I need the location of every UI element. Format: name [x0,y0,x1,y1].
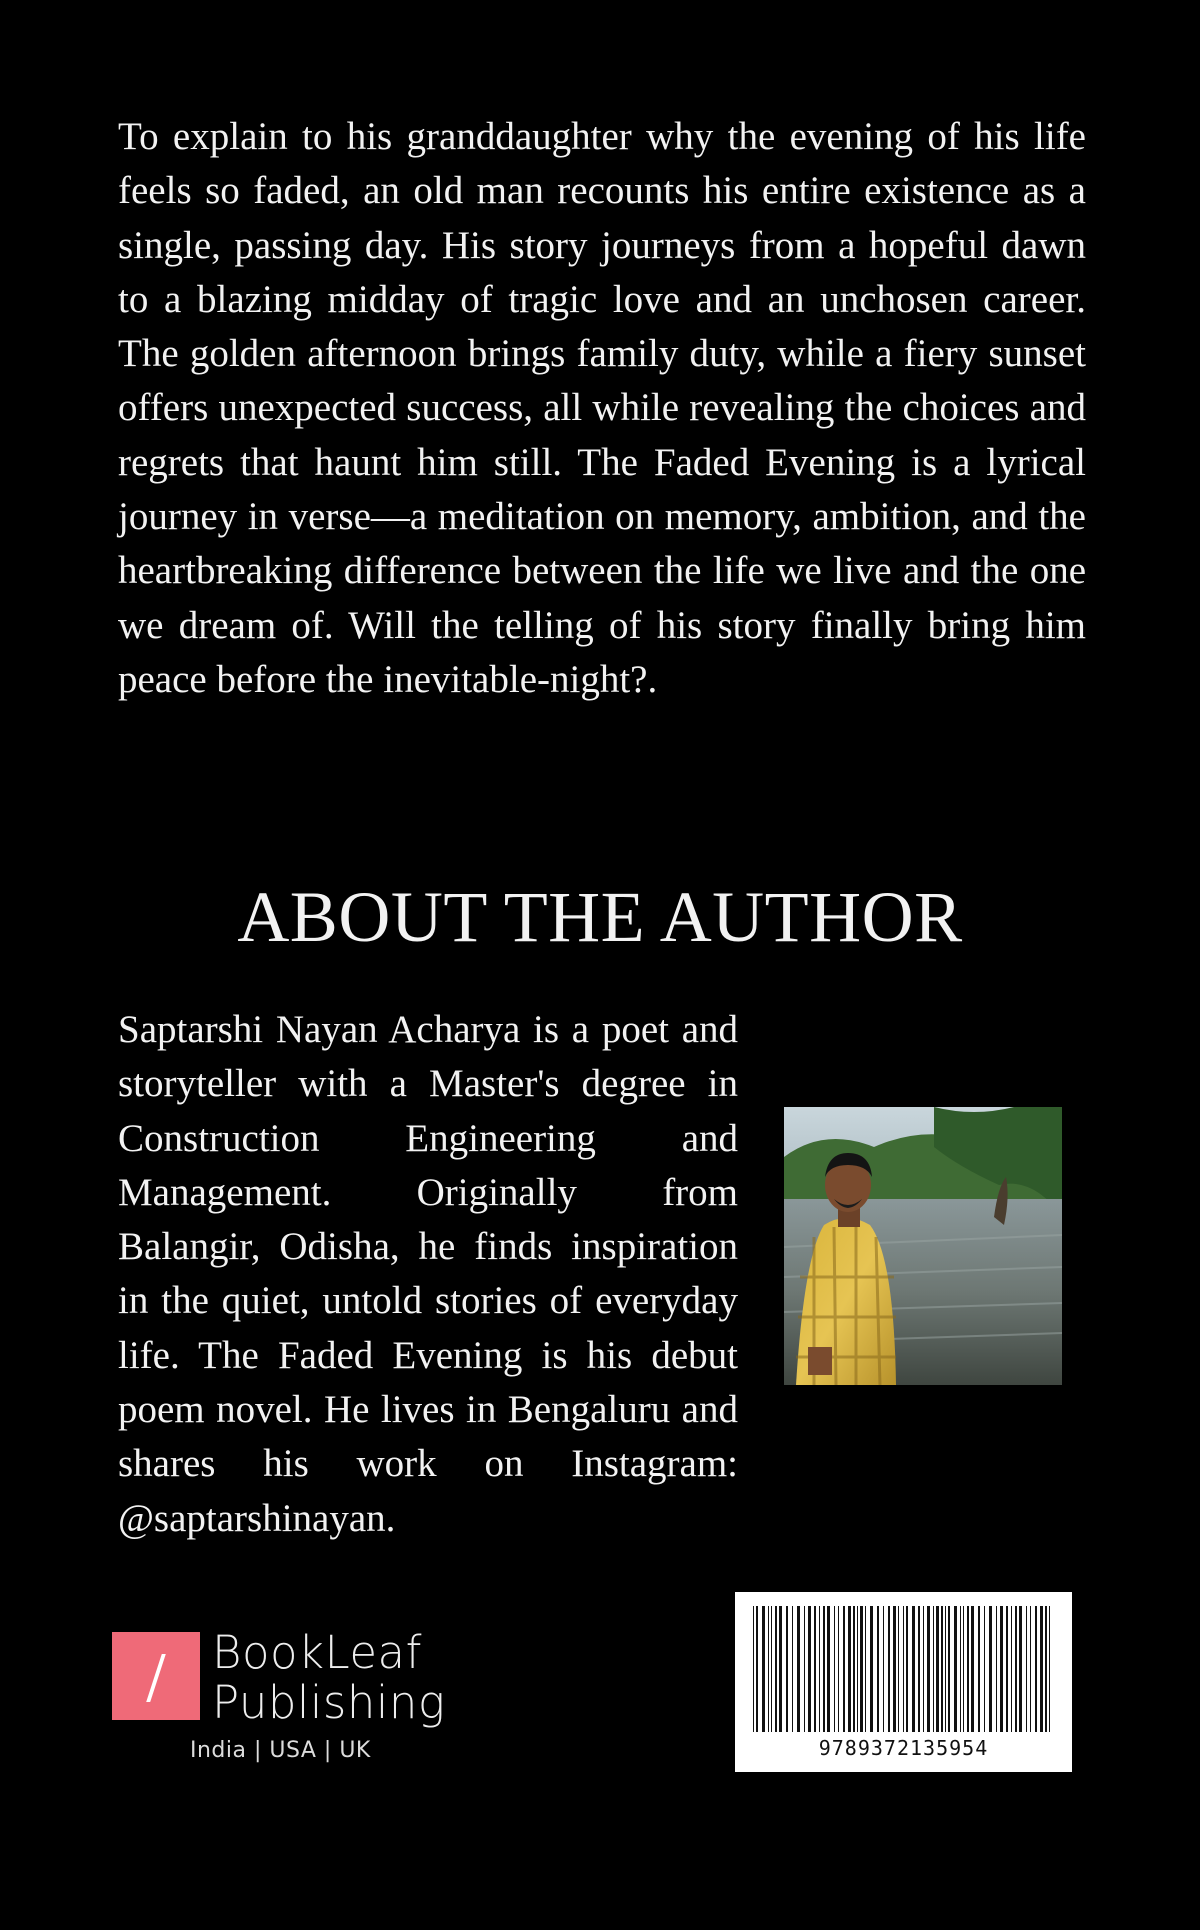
barcode-bar [814,1606,816,1732]
barcode-bar [936,1606,939,1732]
barcode-bar [912,1606,915,1732]
barcode-bar [870,1606,873,1732]
barcode-bar [1049,1606,1050,1732]
barcode-bar [941,1606,943,1732]
barcode-bar [853,1606,855,1732]
barcode-bar [843,1606,845,1732]
barcode-bar [948,1606,950,1732]
barcode-bar [775,1606,777,1732]
barcode-bar [804,1606,805,1732]
barcode-bar [819,1606,820,1732]
barcode-bar [753,1606,754,1732]
barcode-bar [954,1606,957,1732]
barcode-bar [779,1606,782,1732]
barcode-bar [960,1606,961,1732]
barcode-bar [918,1606,920,1732]
barcode-bar [848,1606,851,1732]
barcode-bar [1011,1606,1012,1732]
barcode-bar [1000,1606,1003,1732]
back-cover-blurb: To explain to his granddaughter why the evening of his life feels so faded, an old man recounts his entire existence as a single, passing day. His story journeys from a hopeful dawn to a blazing midday of tragic love and an unchosen career. The golden afternoon brings family duty, while a fiery sunset offers unexpected success, all while revealing the choices and regrets that haunt him still. The Faded Evening is a lyrical journey in verse—a meditation on memory, ambition, and the heartbreaking difference between the life we live and the one we dream of. Will the telling of his story finally bring him peace before the inevitable-night?. [118,115,1086,701]
barcode-bar [768,1606,769,1732]
barcode-bar [797,1606,800,1732]
publisher-name [212,1628,445,1728]
barcode-bar [971,1606,974,1732]
barcode-bar [877,1606,879,1732]
barcode-bar [945,1606,946,1732]
barcode-bar [898,1606,899,1732]
barcode-bar [1045,1606,1047,1732]
barcode-bar [883,1606,884,1732]
barcode-bar [1015,1606,1017,1732]
barcode-bar [989,1606,992,1732]
barcode-bar [1006,1606,1008,1732]
barcode-bar [1026,1606,1027,1732]
barcode-bar [1019,1606,1022,1732]
barcode-bar [756,1606,758,1732]
barcode-bar [1040,1606,1043,1732]
publisher-name-line2: Publishing [212,1676,446,1729]
barcode-bar [984,1606,985,1732]
barcode-bar [834,1606,835,1732]
author-bio: Saptarshi Nayan Acharya is a poet and storyteller with a Master's degree in Construction Engineering and Management. Originally from Balangir, Odisha, he finds inspiration in the quiet, untold stories of everyday life. The Faded Evening is his debut poem novel. He lives in Bengaluru and shares his work on Instagram: @saptarshinayan. [118,1008,738,1540]
barcode-bar [933,1606,934,1732]
barcode-bar [823,1606,825,1732]
barcode-bar [792,1606,793,1732]
barcode-bar [906,1606,908,1732]
barcode-bar [762,1606,765,1732]
barcode-bar [996,1606,997,1732]
barcode-bar [978,1606,980,1732]
barcode-bar [903,1606,904,1732]
barcode-bar [893,1606,896,1732]
barcode-bar [888,1606,890,1732]
bookleaf-slash-icon [112,1632,200,1720]
barcode-bar [923,1606,924,1732]
barcode-bar [963,1606,964,1732]
publisher-name-line1: BookLeaf [212,1626,422,1679]
barcode-bar [1035,1606,1037,1732]
barcode-bar [771,1606,772,1732]
barcode-bar [827,1606,830,1732]
barcode-bar [967,1606,969,1732]
publisher-regions: India | USA | UK [190,1738,371,1763]
publisher-logo [112,1626,446,1768]
barcode-bar [865,1606,866,1732]
barcode-bar [860,1606,863,1732]
barcode-bar [786,1606,788,1732]
barcode-bar [927,1606,930,1732]
isbn-number: 9789372135954 [818,1736,989,1760]
barcode-bar [838,1606,839,1732]
barcode-bar [857,1606,858,1732]
author-photo [784,1107,1062,1385]
isbn-barcode [735,1592,1072,1772]
about-author-heading: ABOUT THE AUTHOR [237,877,963,957]
barcode-bar [808,1606,811,1732]
barcode-bars [751,1606,1056,1732]
barcode-bar [1030,1606,1031,1732]
